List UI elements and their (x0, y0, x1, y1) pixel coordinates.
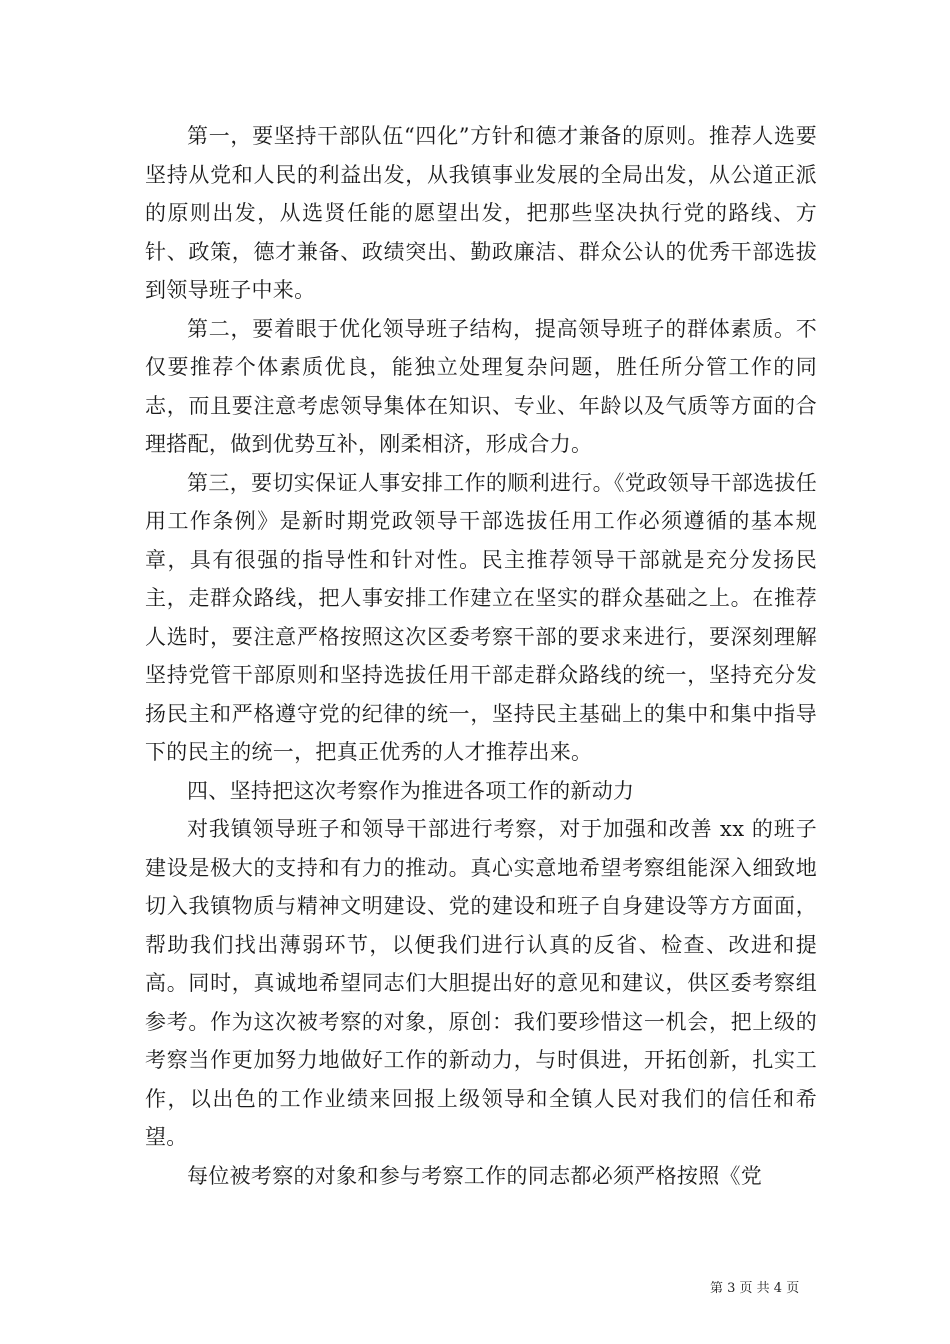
page-number-footer: 第 3 页 共 4 页 (710, 1281, 800, 1296)
paragraph-continued: 每位被考察的对象和参与考察工作的同志都必须严格按照《党 (187, 1163, 763, 1188)
document-body (145, 117, 817, 1195)
paragraph-inspection-motivation: 对我镇领导班子和领导干部进行考察，对于加强和改善 xx 的班子建设是极大的支持和有力的推动。真心实意地希望考察组能深入细致地切入我镇物质与精神文明建设、党的建设和班子自身建设等方方面面，帮助我们找出薄弱环节，以便我们进行认真的反省、检查、改进和提高。同时，真诚地希望同志们大胆提出好的意见和建议，供区委考察组参考。作为这次被考察的对象，原创：我们要珍惜这一机会，把上级的考察当作更加努力地做好工作的新动力，与时俱进，开拓创新，扎实工作，以出色的工作业绩来回报上级领导和全镇人民对我们的信任和希望。 (145, 817, 817, 1149)
paragraph-principle-three: 第三，要切实保证人事安排工作的顺利进行。《党政领导干部选拔任用工作条例》是新时期党政领导干部选拔任用工作必须遵循的基本规章，具有很强的指导性和针对性。民主推荐领导干部就是充分发扬民主，走群众路线，把人事安排工作建立在坚实的群众基础之上。在推荐人选时，要注意严格按照这次区委考察干部的要求来进行，要深刻理解坚持党管干部原则和坚持选拔任用干部走群众路线的统一，坚持充分发扬民主和严格遵守党的纪律的统一，坚持民主基础上的集中和集中指导下的民主的统一，把真正优秀的人才推荐出来。 (145, 470, 817, 764)
section-heading-four: 四、坚持把这次考察作为推进各项工作的新动力 (187, 778, 635, 803)
paragraph-principle-one: 第一，要坚持干部队伍“四化”方针和德才兼备的原则。推荐人选要坚持从党和人民的利益出发，从我镇事业发展的全局出发，从公道正派的原则出发，从选贤任能的愿望出发，把那些坚决执行党的路线、方针、政策，德才兼备、政绩突出、勤政廉洁、群众公认的优秀干部选拔到领导班子中来。 (145, 124, 817, 302)
paragraph-principle-two: 第二，要着眼于优化领导班子结构，提高领导班子的群体素质。不仅要推荐个体素质优良，能独立处理复杂问题，胜任所分管工作的同志，而且要注意考虑领导集体在知识、专业、年龄以及气质等方面的合理搭配，做到优势互补，刚柔相济，形成合力。 (145, 316, 817, 456)
